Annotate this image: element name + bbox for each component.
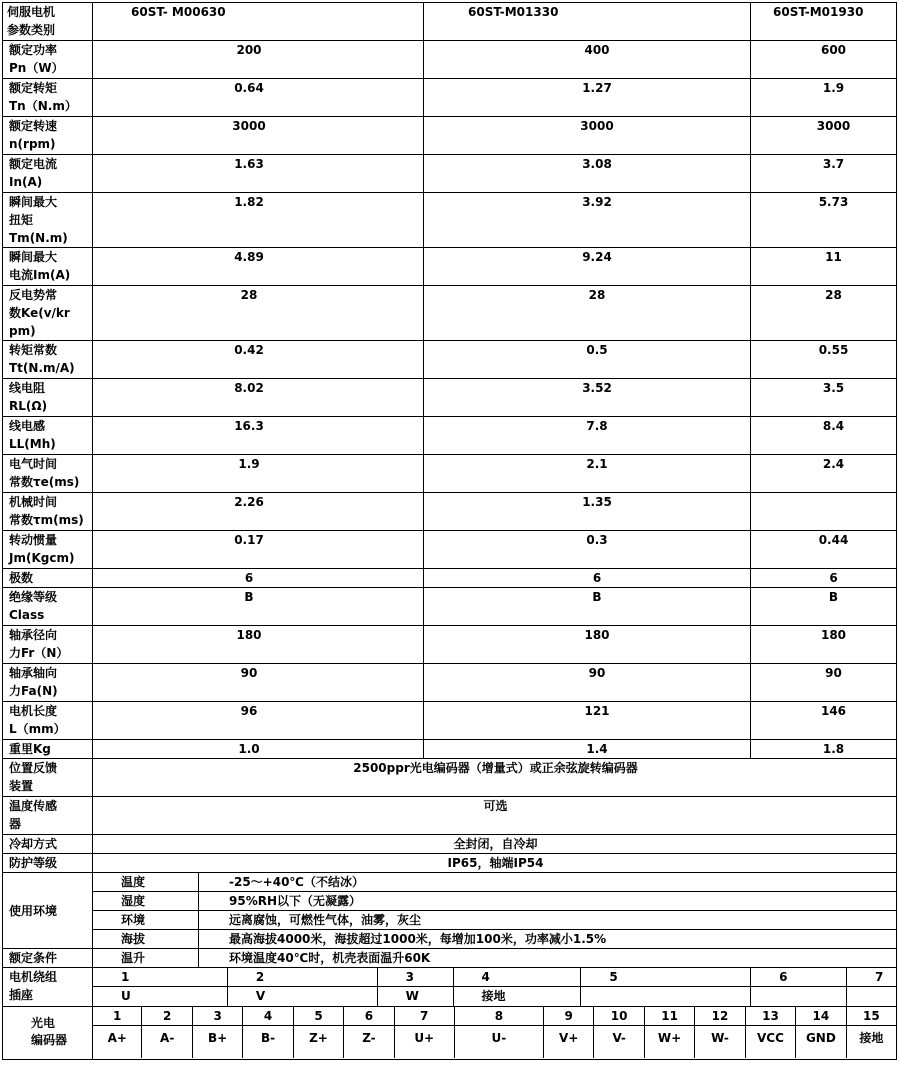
param-value-model-3: 1.8	[751, 740, 897, 759]
param-value-model-2: 1.4	[424, 740, 751, 759]
param-label: 额定转速 n(rpm)	[3, 117, 93, 155]
motor-pin-signal: W	[377, 987, 453, 1006]
table-row	[3, 968, 897, 1007]
table-row	[3, 1007, 897, 1060]
feedback-value: 2500ppr光电编码器（增量式）或正余弦旋转编码器	[93, 759, 897, 797]
environment-value: 远离腐蚀，可燃性气体，油雾，灰尘	[199, 911, 897, 930]
param-value-model-3: 11	[751, 248, 897, 286]
motor-pin-signal	[750, 987, 846, 1006]
table-row	[3, 664, 897, 702]
param-label: 反电势常 数Ke(v/kr pm)	[3, 286, 93, 341]
param-value-model-3: 6	[751, 569, 897, 588]
param-label: 重里Kg	[3, 740, 93, 759]
rated-key: 温升	[93, 949, 199, 968]
param-label: 绝缘等级 Class	[3, 588, 93, 626]
param-value-model-1: 0.64	[93, 79, 424, 117]
param-value-model-3: 2.4	[751, 455, 897, 493]
encoder-pin-number: 3	[192, 1007, 242, 1025]
table-row	[3, 286, 897, 341]
param-value-model-3: 600	[751, 41, 897, 79]
param-value-model-3: 28	[751, 286, 897, 341]
environment-value: 最高海拔4000米，海拔超过1000米，每增加100米，功率减小1.5%	[199, 930, 897, 949]
table-row	[3, 854, 897, 873]
protection-label: 防护等级	[3, 854, 93, 873]
encoder-pin-signal: GND	[795, 1026, 845, 1058]
feedback-label: 位置反馈 装置	[3, 759, 93, 797]
encoder-pin-number: 6	[343, 1007, 393, 1025]
param-value-model-1: 180	[93, 626, 424, 664]
environment-key: 温度	[93, 873, 199, 892]
param-value-model-1: 1.63	[93, 155, 424, 193]
param-value-model-2: 3.52	[424, 379, 751, 417]
encoder-pin-signal: Z+	[293, 1026, 343, 1058]
table-row	[3, 569, 897, 588]
param-label: 线电阻 RL(Ω)	[3, 379, 93, 417]
param-value-model-2: 3.08	[424, 155, 751, 193]
table-row	[3, 493, 897, 531]
table-row	[3, 702, 897, 740]
encoder-label-cell	[3, 1007, 93, 1060]
param-value-model-1: 16.3	[93, 417, 424, 455]
encoder-pin-signal: V-	[593, 1026, 643, 1058]
encoder-label: 光电 编码器	[31, 1016, 68, 1047]
param-value-model-1: 0.42	[93, 341, 424, 379]
param-value-model-3: 0.44	[751, 531, 897, 569]
motor-pin-signal: U	[121, 989, 131, 1003]
encoder-pin-number: 7	[394, 1007, 454, 1025]
encoder-pin-signal: 接地	[846, 1026, 896, 1058]
temp-sensor-label: 温度传感 器	[3, 797, 93, 835]
table-row	[3, 873, 897, 892]
table-row	[3, 3, 897, 41]
param-value-model-2: 180	[424, 626, 751, 664]
param-value-model-2: 90	[424, 664, 751, 702]
param-value-model-2: 0.5	[424, 341, 751, 379]
param-value-model-2: 121	[424, 702, 751, 740]
table-row	[3, 379, 897, 417]
encoder-pin-number: 4	[242, 1007, 292, 1025]
spec-table-body	[3, 3, 897, 1060]
param-value-model-1: 1.0	[93, 740, 424, 759]
param-value-model-1: 4.89	[93, 248, 424, 286]
encoder-pin-number: 15	[846, 1007, 896, 1025]
encoder-pin-signal: A-	[141, 1026, 191, 1058]
table-row	[3, 41, 897, 79]
table-row	[3, 835, 897, 854]
environment-key: 海拔	[93, 930, 199, 949]
protection-value: IP65，轴端IP54	[93, 854, 897, 873]
param-label: 额定转矩 Tn（N.m）	[3, 79, 93, 117]
param-value-model-2: 28	[424, 286, 751, 341]
param-label: 轴承轴向 力Fa(N)	[3, 664, 93, 702]
param-value-model-3: 180	[751, 626, 897, 664]
param-value-model-1: 28	[93, 286, 424, 341]
encoder-pin-signal: A+	[107, 1031, 127, 1045]
table-row	[3, 911, 897, 930]
param-value-model-1: 96	[93, 702, 424, 740]
table-row	[3, 588, 897, 626]
table-row	[3, 892, 897, 911]
motor-pin-number: 1	[121, 970, 130, 984]
encoder-pin-number: 9	[543, 1007, 593, 1025]
encoder-pin-number: 1	[113, 1009, 122, 1023]
table-row	[3, 117, 897, 155]
table-row	[3, 797, 897, 835]
param-value-model-1: 8.02	[93, 379, 424, 417]
param-value-model-1: 200	[93, 41, 424, 79]
model-1: 60ST- M00630	[93, 3, 424, 41]
param-value-model-2: B	[424, 588, 751, 626]
environment-value: -25～+40℃（不结冰）	[199, 873, 897, 892]
encoder-pin-number: 5	[293, 1007, 343, 1025]
param-value-model-1: 1.9	[93, 455, 424, 493]
motor-socket-pins	[93, 968, 897, 1007]
table-row	[3, 417, 897, 455]
encoder-pin-signal: V+	[543, 1026, 593, 1058]
motor-pin-signal: 接地	[453, 987, 581, 1006]
param-label: 转矩常数 Tt(N.m/A)	[3, 341, 93, 379]
encoder-pin-number: 14	[795, 1007, 845, 1025]
param-label: 额定功率 Pn（W）	[3, 41, 93, 79]
encoder-pin-number: 8	[454, 1007, 543, 1025]
table-row	[3, 155, 897, 193]
table-row	[3, 193, 897, 248]
table-row	[3, 759, 897, 797]
encoder-pin-signal: VCC	[745, 1026, 795, 1058]
encoder-pin-signal: B+	[192, 1026, 242, 1058]
table-row	[3, 930, 897, 949]
param-label: 极数	[3, 569, 93, 588]
rated-value: 环境温度40℃时，机壳表面温升60K	[199, 949, 897, 968]
param-value-model-2: 7.8	[424, 417, 751, 455]
environment-value: 95%RH以下（无凝露）	[199, 892, 897, 911]
param-value-model-2: 1.27	[424, 79, 751, 117]
encoder-pin-number: 11	[644, 1007, 694, 1025]
param-value-model-1: 90	[93, 664, 424, 702]
param-label: 机械时间 常数τm(ms)	[3, 493, 93, 531]
param-value-model-1: 3000	[93, 117, 424, 155]
param-value-model-3: 146	[751, 702, 897, 740]
motor-pin-number: 5	[580, 968, 750, 986]
param-value-model-3: 5.73	[751, 193, 897, 248]
param-value-model-1: 1.82	[93, 193, 424, 248]
param-label: 转动惯量 Jm(Kgcm)	[3, 531, 93, 569]
param-label: 瞬间最大 扭矩 Tm(N.m)	[3, 193, 93, 248]
environment-label: 使用环境	[3, 873, 93, 949]
motor-spec-table	[2, 2, 897, 1060]
param-label: 轴承径向 力Fr（N）	[3, 626, 93, 664]
param-label: 额定电流 In(A)	[3, 155, 93, 193]
motor-pin-number: 7	[846, 968, 896, 986]
param-value-model-3: 3000	[751, 117, 897, 155]
motor-pin-signal	[846, 987, 896, 1006]
param-label: 电气时间 常数τe(ms)	[3, 455, 93, 493]
table-row	[3, 455, 897, 493]
encoder-pin-signal: W-	[694, 1026, 744, 1058]
param-value-model-3: 3.7	[751, 155, 897, 193]
encoder-pins	[93, 1007, 897, 1060]
motor-pin-number: 2	[227, 968, 377, 986]
encoder-pin-number: 13	[745, 1007, 795, 1025]
param-value-model-2: 0.3	[424, 531, 751, 569]
param-value-model-3: 8.4	[751, 417, 897, 455]
model-2: 60ST-M01330	[424, 3, 751, 41]
motor-pin-signal: V	[227, 987, 377, 1006]
param-value-model-2: 1.35	[424, 493, 751, 531]
param-value-model-3	[751, 493, 897, 531]
cooling-value: 全封闭，自冷却	[93, 835, 897, 854]
param-value-model-1: 2.26	[93, 493, 424, 531]
environment-key: 环境	[93, 911, 199, 930]
table-row	[3, 949, 897, 968]
encoder-pin-signal: U-	[454, 1026, 543, 1058]
motor-pin-number: 3	[377, 968, 453, 986]
param-value-model-3: 0.55	[751, 341, 897, 379]
model-3: 60ST-M01930	[751, 3, 897, 41]
motor-pin-number: 6	[750, 968, 846, 986]
table-row	[3, 740, 897, 759]
encoder-pin-number: 10	[593, 1007, 643, 1025]
param-value-model-1: 0.17	[93, 531, 424, 569]
param-value-model-1: 6	[93, 569, 424, 588]
table-row	[3, 341, 897, 379]
temp-sensor-value: 可选	[93, 797, 897, 835]
motor-socket-label: 电机绕组 插座	[3, 968, 93, 1007]
param-value-model-2: 9.24	[424, 248, 751, 286]
table-row	[3, 79, 897, 117]
motor-pin-number: 4	[453, 968, 581, 986]
param-value-model-1: B	[93, 588, 424, 626]
motor-pin-signal	[580, 987, 750, 1006]
param-value-model-2: 3000	[424, 117, 751, 155]
param-value-model-2: 3.92	[424, 193, 751, 248]
encoder-pin-signal: Z-	[343, 1026, 393, 1058]
param-value-model-3: 3.5	[751, 379, 897, 417]
param-label: 电机长度 L（mm）	[3, 702, 93, 740]
cooling-label: 冷却方式	[3, 835, 93, 854]
param-label: 线电感 LL(Mh)	[3, 417, 93, 455]
encoder-pin-signal: W+	[644, 1026, 694, 1058]
encoder-pin-signal: U+	[394, 1026, 454, 1058]
environment-key: 湿度	[93, 892, 199, 911]
rated-label: 额定条件	[3, 949, 93, 968]
param-value-model-2: 2.1	[424, 455, 751, 493]
param-value-model-3: B	[751, 588, 897, 626]
header-label: 伺服电机 参数类别	[3, 3, 93, 41]
param-label: 瞬间最大 电流Im(A)	[3, 248, 93, 286]
param-value-model-2: 6	[424, 569, 751, 588]
param-value-model-2: 400	[424, 41, 751, 79]
encoder-pin-signal: B-	[242, 1026, 292, 1058]
table-row	[3, 626, 897, 664]
table-row	[3, 531, 897, 569]
encoder-pin-number: 2	[141, 1007, 191, 1025]
table-row	[3, 248, 897, 286]
param-value-model-3: 1.9	[751, 79, 897, 117]
encoder-pin-number: 12	[694, 1007, 744, 1025]
param-value-model-3: 90	[751, 664, 897, 702]
